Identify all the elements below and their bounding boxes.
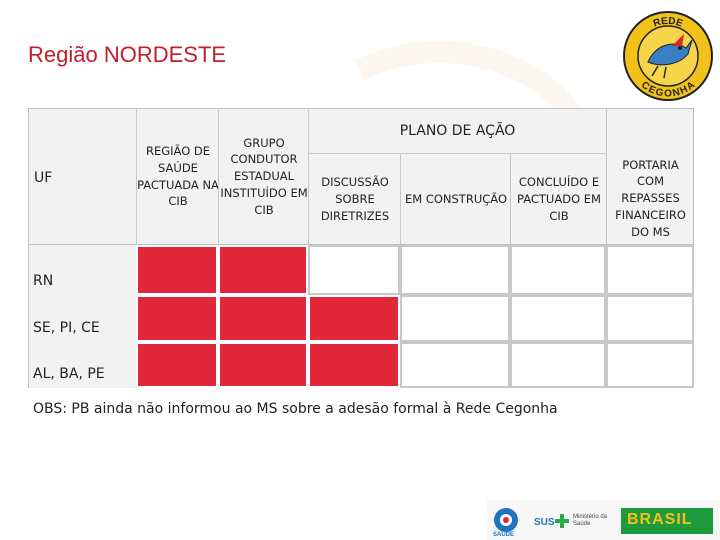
row-label: SE, PI, CE: [33, 320, 100, 336]
status-cell-filled: [136, 342, 218, 388]
saude-logo-icon: [492, 506, 520, 534]
status-cell-empty: [308, 245, 400, 295]
logo-top-text: REDE: [651, 15, 685, 30]
svg-text:CEGONHA: [639, 80, 697, 100]
obs-note: OBS: PB ainda não informou ao MS sobre a adesão formal à Rede Cegonha: [33, 401, 558, 417]
footer-logos: [487, 500, 720, 540]
status-cell-filled: [308, 342, 400, 388]
header-portaria: PORTARIA COM REPASSES FINANCEIRO DO MS: [606, 108, 694, 245]
status-cell-filled: [218, 342, 308, 388]
status-cell-filled: [136, 295, 218, 342]
header-discussao: DISCUSSÃO SOBRE DIRETRIZES: [308, 154, 401, 245]
status-cell-empty: [606, 245, 694, 295]
sus-logo-text: SUS: [534, 517, 555, 528]
svg-text:REDE: [652, 16, 684, 30]
ministerio-logo-text: Ministério da Saúde: [573, 514, 608, 528]
header-concluido: CONCLUÍDO E PACTUADO EM CIB: [510, 154, 607, 245]
logo-lettering: [622, 10, 714, 102]
status-cell-empty: [606, 342, 694, 388]
row-label: AL, BA, PE: [33, 366, 105, 382]
status-cell-empty: [510, 295, 606, 342]
status-cell-filled: [218, 295, 308, 342]
status-cell-empty: [606, 295, 694, 342]
header-uf: UF: [34, 170, 53, 186]
status-cell-filled: [308, 295, 400, 342]
header-construcao: EM CONSTRUÇÃO: [400, 154, 511, 245]
header-plano: PLANO DE AÇÃO: [308, 108, 606, 154]
brasil-logo: [621, 508, 713, 534]
status-cell-empty: [510, 342, 606, 388]
logo-bottom-text: CEGONHA: [638, 79, 698, 100]
cross-icon: [555, 514, 569, 528]
status-cell-empty: [400, 295, 510, 342]
header-regiao: REGIÃO DE SAÚDE PACTUADA NA CIB: [136, 108, 219, 245]
header-grupo: GRUPO CONDUTOR ESTADUAL INSTITUÍDO EM CIB: [218, 108, 309, 245]
page-title: Região NORDESTE: [28, 42, 227, 67]
row-label: RN: [33, 273, 54, 289]
status-cell-filled: [136, 245, 218, 295]
brasil-logo-text: BRASIL: [627, 511, 693, 528]
status-cell-empty: [400, 342, 510, 388]
status-cell-empty: [400, 245, 510, 295]
status-cell-empty: [510, 245, 606, 295]
saude-logo-text: SAÚDE: [493, 532, 515, 538]
status-cell-filled: [218, 245, 308, 295]
